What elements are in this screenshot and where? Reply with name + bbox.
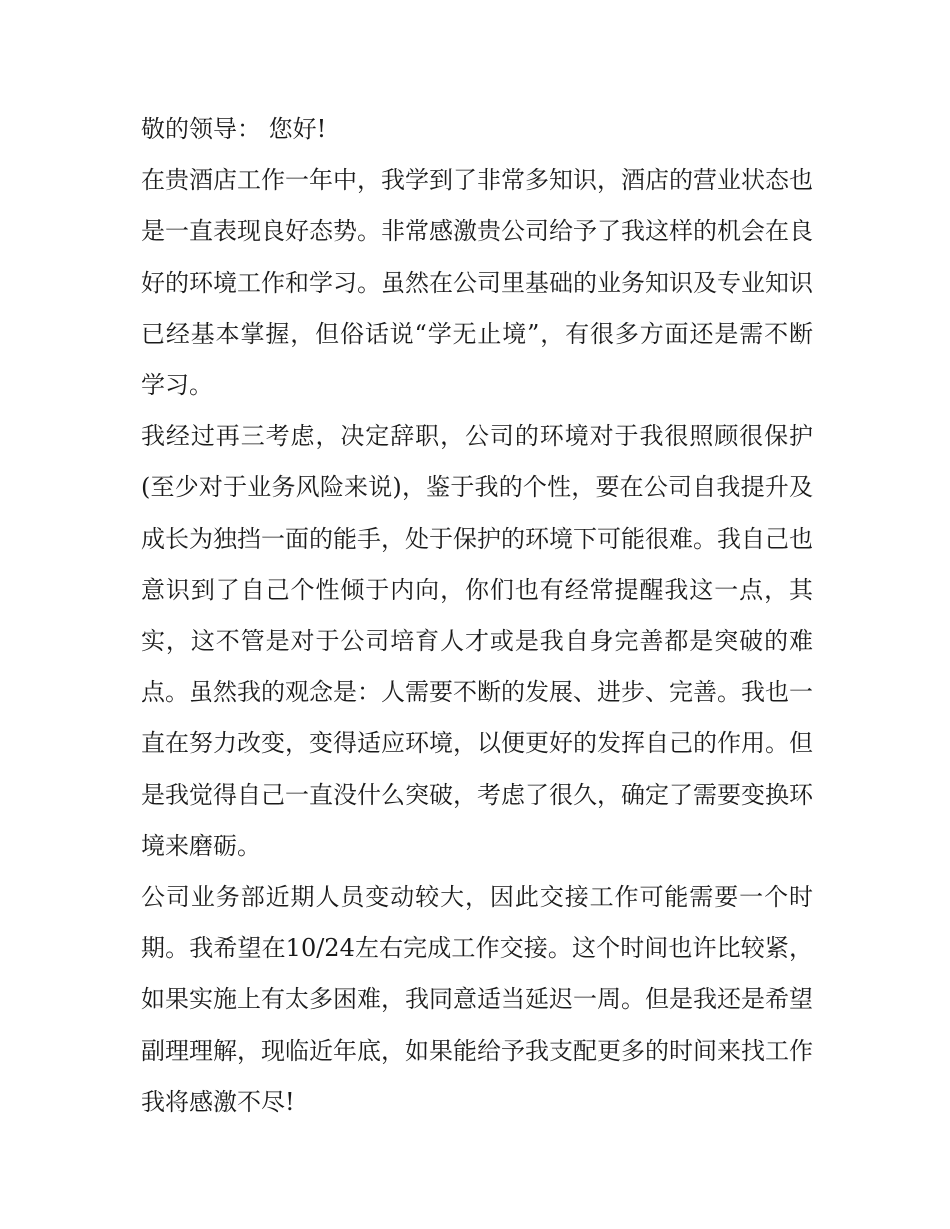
greeting: 敬的领导： 您好! <box>141 115 327 143</box>
paragraph-2: 我经过再三考虑，决定辞职，公司的环境对于我很照顾很保护(至少对于业务风险来说)，鉴于我的个性，要在公司自我提升及成长为独挡一面的能手，处于保护的环境下可能很难。我自己也意识到了自己个性倾于内向，你们也有经常提醒我这一点，其实，这不管是对于公司培育人才或是我自身完善都是突破的难点。虽然我的观念是：人需要不断的发展、进步、完善。我也一直在努力改变，变得适应环境，以便更好的发挥自己的作用。但是我觉得自己一直没什么突破，考虑了很久，确定了需要变换环境来磨砺。 <box>141 422 813 860</box>
paragraph-1: 在贵酒店工作一年中，我学到了非常多知识，酒店的营业状态也是一直表现良好态势。非常感激贵公司给予了我这样的机会在良好的环境工作和学习。虽然在公司里基础的业务知识及专业知识已经基本掌握，但俗话说“学无止境”，有很多方面还是需不断学习。 <box>141 166 813 400</box>
letter-body <box>141 104 813 1128</box>
paragraph-3: 公司业务部近期人员变动较大，因此交接工作可能需要一个时期。我希望在10/24左右完成工作交接。这个时间也许比较紧，如果实施上有太多困难，我同意适当延迟一周。但是我还是希望副理理解，现临近年底，如果能给予我支配更多的时间来找工作我将感激不尽! <box>141 883 813 1116</box>
